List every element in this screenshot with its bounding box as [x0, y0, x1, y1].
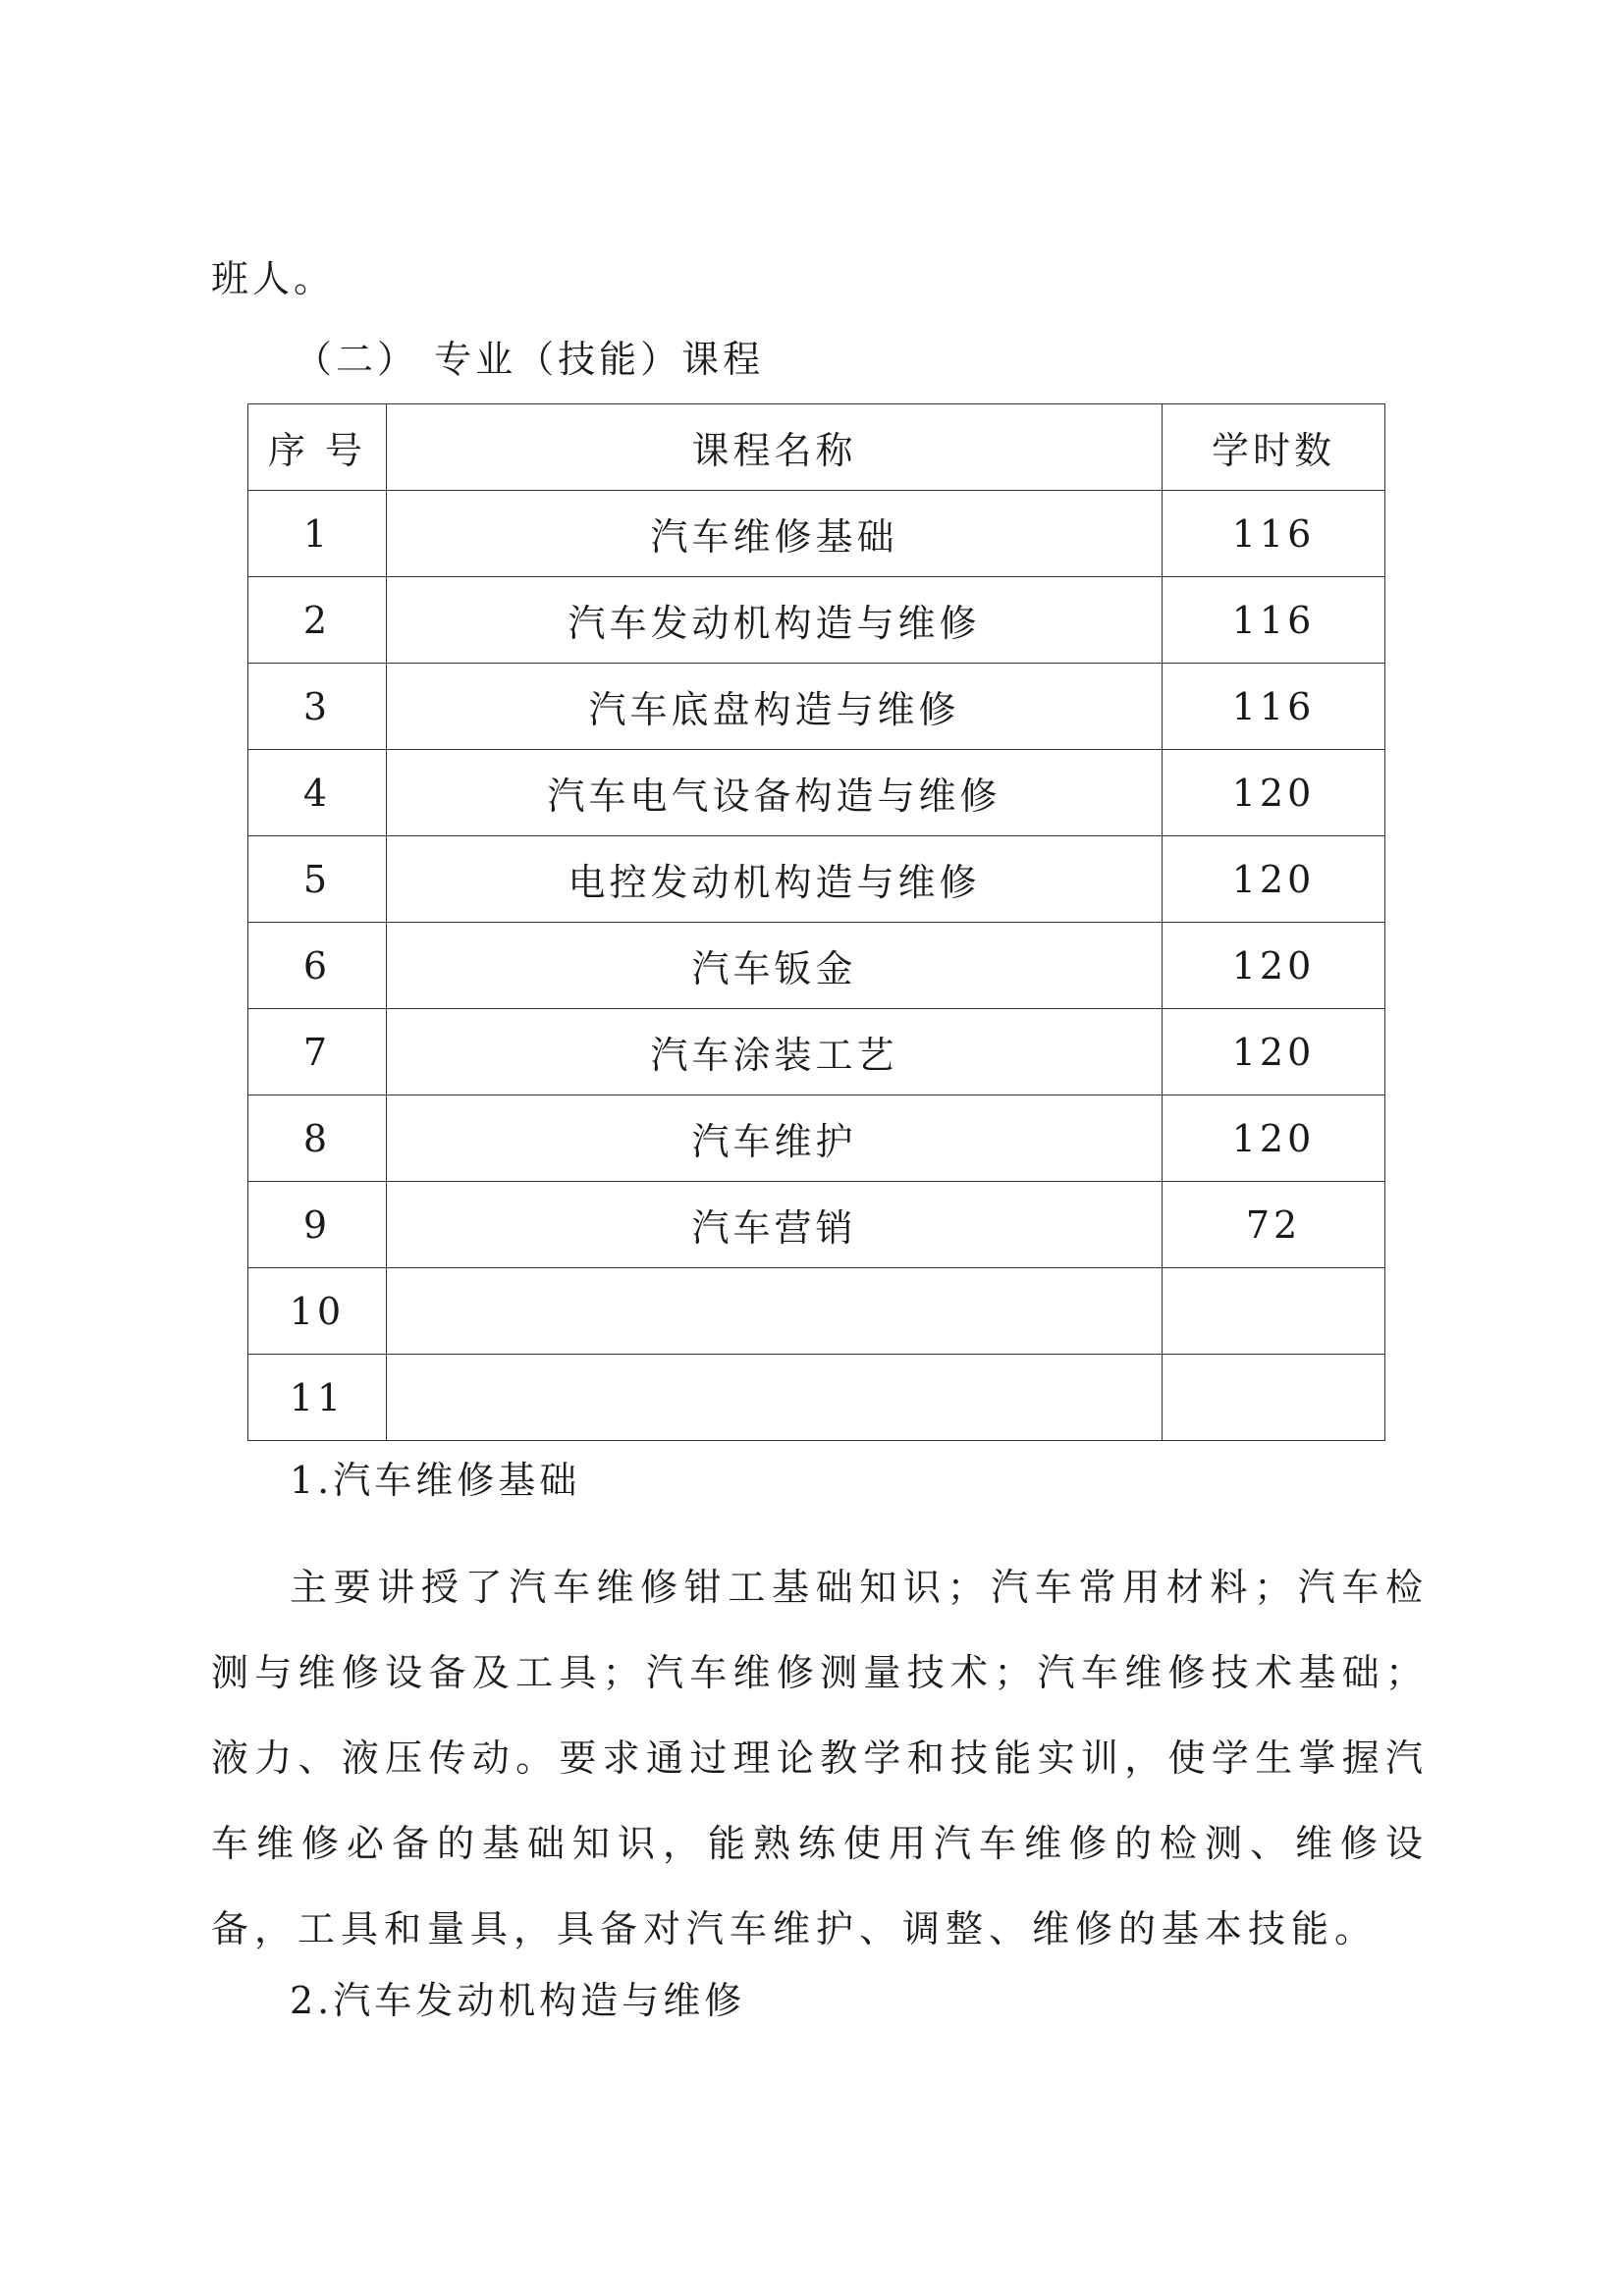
- table-row: [248, 1009, 1385, 1095]
- course-name: 汽车电气设备构造与维修: [387, 750, 1163, 836]
- course-hours: [1163, 1268, 1385, 1355]
- table-row: [248, 836, 1385, 923]
- row-number: 4: [248, 750, 387, 836]
- table-row: [248, 1095, 1385, 1182]
- table-row: [248, 750, 1385, 836]
- course-name: [387, 1268, 1163, 1355]
- course-hours: 72: [1163, 1182, 1385, 1268]
- course-name: [387, 1355, 1163, 1441]
- row-number: 11: [248, 1355, 387, 1441]
- table-row: [248, 664, 1385, 750]
- continuation-text: 班人。: [211, 257, 336, 300]
- table-row: [248, 491, 1385, 577]
- table-header-row: [248, 404, 1385, 491]
- course-hours: 116: [1163, 491, 1385, 577]
- course-hours: 120: [1163, 923, 1385, 1009]
- course-description: 主要讲授了汽车维修钳工基础知识；汽车常用材料；汽车检测与维修设备及工具；汽车维修测量技术；汽车维修技术基础；液力、液压传动。要求通过理论教学和技能实训，使学生掌握汽车维修必备的基础知识，能熟练使用汽车维修的检测、维修设备，工具和量具，具备对汽车维护、调整、维修的基本技能。: [211, 1566, 1429, 1950]
- course-name: 汽车涂装工艺: [387, 1009, 1163, 1095]
- row-number: 8: [248, 1095, 387, 1182]
- course-name: 汽车钣金: [387, 923, 1163, 1009]
- table-row: [248, 923, 1385, 1009]
- row-number: 5: [248, 836, 387, 923]
- course-name: 汽车发动机构造与维修: [387, 577, 1163, 664]
- table-row: [248, 577, 1385, 664]
- course-name: 汽车维修基础: [387, 491, 1163, 577]
- course-hours: 120: [1163, 836, 1385, 923]
- course-hours: 120: [1163, 1009, 1385, 1095]
- table-row: [248, 1268, 1385, 1355]
- course-name: 汽车营销: [387, 1182, 1163, 1268]
- row-number: 10: [248, 1268, 387, 1355]
- course-table: [247, 403, 1385, 1441]
- course-hours: 116: [1163, 664, 1385, 750]
- course-hours: 120: [1163, 750, 1385, 836]
- row-number: 1: [248, 491, 387, 577]
- header-hours: 学时数: [1163, 404, 1385, 491]
- course-heading: 2.汽车发动机构造与维修: [290, 1979, 746, 2022]
- row-number: 9: [248, 1182, 387, 1268]
- header-number: 序 号: [248, 404, 387, 491]
- row-number: 3: [248, 664, 387, 750]
- course-name: 汽车维护: [387, 1095, 1163, 1182]
- section-title: （二） 专业（技能）课程: [295, 338, 765, 381]
- course-name: 电控发动机构造与维修: [387, 836, 1163, 923]
- course-heading: 1.汽车维修基础: [290, 1459, 581, 1502]
- course-hours: 120: [1163, 1095, 1385, 1182]
- table-row: [248, 1355, 1385, 1441]
- row-number: 2: [248, 577, 387, 664]
- table-row: [248, 1182, 1385, 1268]
- course-hours: [1163, 1355, 1385, 1441]
- course-hours: 116: [1163, 577, 1385, 664]
- row-number: 7: [248, 1009, 387, 1095]
- course-name: 汽车底盘构造与维修: [387, 664, 1163, 750]
- row-number: 6: [248, 923, 387, 1009]
- header-course-name: 课程名称: [387, 404, 1163, 491]
